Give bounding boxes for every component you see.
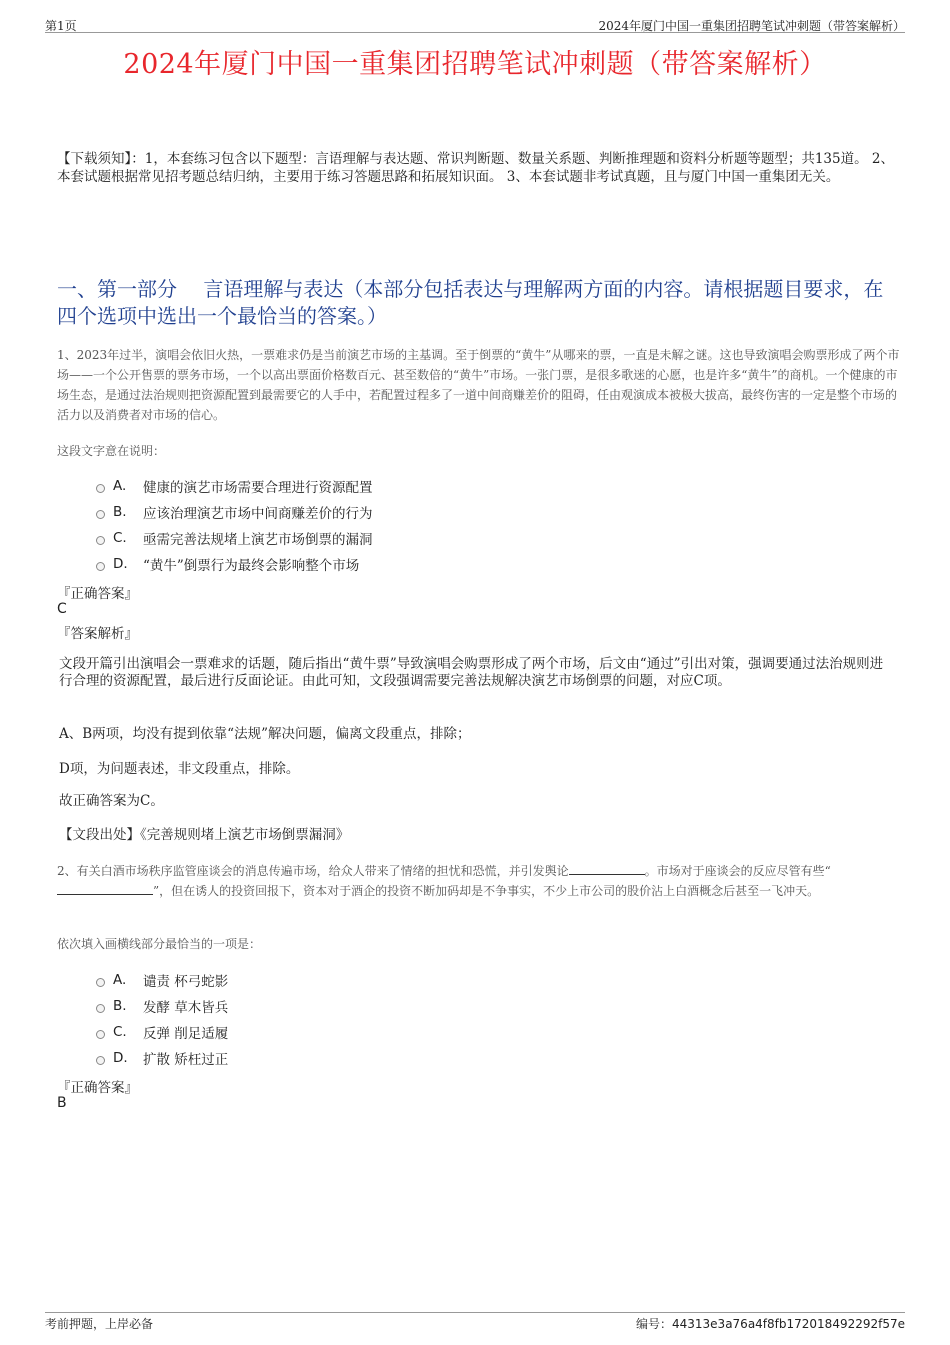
question-2-text-part: ”，但在诱人的投资回报下，资本对于酒企的投资不断加码却是不争事实，不少上市公司的股价沾上白酒概念后甚至一飞冲天。 (153, 884, 820, 898)
header-doc-title: 2024年厦门中国一重集团招聘笔试冲刺题（带答案解析） (598, 19, 905, 33)
document-code (636, 1315, 905, 1332)
radio-icon[interactable] (96, 510, 105, 519)
question-1-option-a[interactable] (96, 476, 373, 496)
document-code-label: 编号： (635, 1317, 672, 1331)
analysis-paragraph: D项，为问题表述，非文段重点，排除。 (59, 761, 300, 777)
option-letter: C. (113, 1024, 127, 1040)
question-2-option-a[interactable] (96, 970, 228, 990)
radio-icon[interactable] (96, 1004, 105, 1013)
question-1-option-d[interactable] (96, 554, 359, 574)
question-2-text (57, 861, 902, 901)
radio-icon[interactable] (96, 1056, 105, 1065)
option-text: “黄牛”倒票行为最终会影响整个市场 (143, 558, 360, 574)
analysis-paragraph: 文段开篇引出演唱会一票难求的话题，随后指出“黄牛票”导致演唱会购票形成了两个市场，后文由“通过”引出对策，强调要通过法治规则进行合理的资源配置，最后进行反面论证。由此可知，文段强调需要完善法规解决演艺市场倒票的问题，对应C项。 (59, 656, 884, 689)
question-1-prompt: 这段文字意在说明： (57, 444, 166, 458)
footer-divider (45, 1312, 905, 1313)
option-letter: C. (113, 530, 127, 546)
fill-blank (57, 882, 153, 895)
option-letter: D. (113, 1050, 128, 1066)
option-letter: B. (113, 998, 127, 1014)
footer-slogan: 考前押题，上岸必备 (45, 1317, 154, 1331)
question-1-answer-label: 『正确答案』 (57, 586, 138, 602)
question-2-option-b[interactable] (96, 996, 228, 1016)
question-2-text-part: 。市场对于座谈会的反应尽管有些“ (644, 864, 831, 878)
question-1-text: 1、2023年过半，演唱会依旧火热，一票难求仍是当前演艺市场的主基调。至于倒票的“黄牛”从哪来的票，一直是未解之谜。这也导致演唱会购票形成了两个市场——一个公开售票的票务市场，一个以高出票面价格数百元、甚至数倍的“黄牛”市场。一张门票，是很多歌迷的心愿，也是许多“黄牛”的商机。一个健康的市场生态，是通过法治规则把资源配置到最需要它的人手中，若配置过程多了一道中间商赚差价的阻碍，任由观演成本被极大拔高，最终伤害的一定是整个市场的活力以及消费者对市场的信心。 (57, 348, 900, 422)
option-text: 发酵 草木皆兵 (143, 1000, 229, 1016)
page-number: 第1页 (45, 19, 77, 33)
page-title: 2024年厦门中国一重集团招聘笔试冲刺题（带答案解析） (123, 49, 827, 80)
question-2-answer-label: 『正确答案』 (57, 1080, 138, 1096)
question-1-option-b[interactable] (96, 502, 373, 522)
option-letter: A. (113, 478, 127, 494)
option-text: 反弹 削足适履 (143, 1026, 229, 1042)
download-notice: 【下载须知】：1，本套练习包含以下题型：言语理解与表达题、常识判断题、数量关系题、判断推理题和资料分析题等题型；共135道。 2、本套试题根据常见招考题总结归纳，主要用于练习答题思路和拓展知识面。 3、本套试题非考试真题，且与厦门中国一重集团无关。 (57, 151, 894, 185)
option-text: 谴责 杯弓蛇影 (143, 974, 229, 990)
fill-blank (569, 862, 645, 875)
section-heading: 一、第一部分 言语理解与表达（本部分包括表达与理解两方面的内容。请根据题目要求，在四个选项中选出一个最恰当的答案。） (57, 277, 884, 328)
option-text: 健康的演艺市场需要合理进行资源配置 (143, 480, 373, 496)
option-letter: A. (113, 972, 127, 988)
question-1-option-c[interactable] (96, 528, 373, 548)
radio-icon[interactable] (96, 484, 105, 493)
option-text: 应该治理演艺市场中间商赚差价的行为 (143, 506, 373, 522)
radio-icon[interactable] (96, 978, 105, 987)
question-2-answer: B (57, 1095, 67, 1111)
document-code-value: 44313e3a76a4f8fb172018492292f57e (672, 1317, 905, 1331)
question-2-option-c[interactable] (96, 1022, 228, 1042)
header-divider (45, 32, 905, 33)
question-2-prompt: 依次填入画横线部分最恰当的一项是： (57, 937, 262, 951)
radio-icon[interactable] (96, 536, 105, 545)
radio-icon[interactable] (96, 1030, 105, 1039)
option-text: 扩散 矫枉过正 (143, 1052, 229, 1068)
question-2-text-part: 2、有关白酒市场秩序监管座谈会的消息传遍市场，给众人带来了情绪的担忧和恐慌，并引发舆论 (57, 864, 569, 878)
question-2-option-d[interactable] (96, 1048, 228, 1068)
question-1-answer: C (57, 601, 67, 617)
analysis-paragraph: 故正确答案为C。 (59, 793, 164, 809)
analysis-paragraph: A、B两项，均没有提到依靠“法规”解决问题，偏离文段重点，排除； (59, 726, 471, 742)
option-letter: D. (113, 556, 128, 572)
option-text: 亟需完善法规堵上演艺市场倒票的漏洞 (143, 532, 373, 548)
analysis-source: 【文段出处】《完善规则堵上演艺市场倒票漏洞》 (59, 827, 350, 843)
question-1-analysis-label: 『答案解析』 (57, 626, 138, 642)
option-letter: B. (113, 504, 127, 520)
radio-icon[interactable] (96, 562, 105, 571)
